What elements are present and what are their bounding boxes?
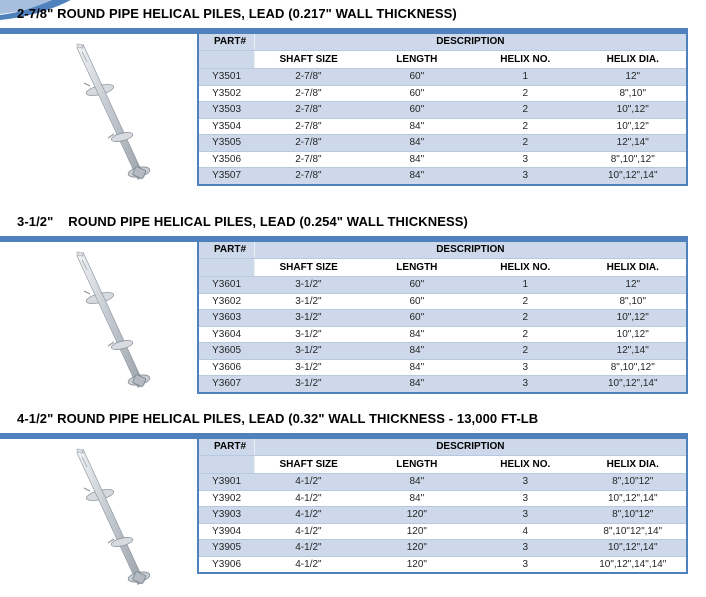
table-header-row [198, 438, 687, 456]
spec-value-cell: 84" [363, 359, 471, 376]
part-number-cell: Y3601 [198, 277, 254, 294]
spec-table-body [198, 69, 687, 185]
spec-value-cell: 3 [471, 507, 579, 524]
spec-value-cell: 4-1/2" [254, 523, 362, 540]
spec-value-cell: 84" [363, 118, 471, 135]
column-header: SHAFT SIZE [254, 51, 362, 69]
spec-value-cell: 3-1/2" [254, 326, 362, 343]
spec-value-cell: 8",10"12",14" [579, 523, 687, 540]
part-number-cell: Y3901 [198, 474, 254, 491]
helical-pile-image [46, 40, 168, 192]
spec-value-cell: 60" [363, 85, 471, 102]
column-header: LENGTH [363, 259, 471, 277]
spec-value-cell: 3-1/2" [254, 310, 362, 327]
section-title: 4-1/2" ROUND PIPE HELICAL PILES, LEAD (0.32" WALL THICKNESS - 13,000 FT-LB [17, 411, 539, 426]
part-number-cell: Y3605 [198, 343, 254, 360]
subheader-blank-cell [198, 51, 254, 69]
subheader-blank-cell [198, 456, 254, 474]
spec-value-cell: 2 [471, 118, 579, 135]
part-number-cell: Y3503 [198, 102, 254, 119]
table-row [198, 359, 687, 376]
spec-value-cell: 3-1/2" [254, 277, 362, 294]
spec-value-cell: 120" [363, 507, 471, 524]
spec-value-cell: 3-1/2" [254, 359, 362, 376]
spec-value-cell: 10",12",14",14" [579, 556, 687, 573]
spec-value-cell: 2-7/8" [254, 102, 362, 119]
spec-value-cell: 3-1/2" [254, 376, 362, 393]
spec-value-cell: 84" [363, 135, 471, 152]
spec-value-cell: 10",12" [579, 310, 687, 327]
spec-value-cell: 2 [471, 310, 579, 327]
spec-value-cell: 2-7/8" [254, 168, 362, 185]
spec-value-cell: 8",10" [579, 85, 687, 102]
table-row [198, 540, 687, 557]
helical-pile-image [46, 248, 168, 400]
spec-value-cell: 4-1/2" [254, 490, 362, 507]
table-row [198, 118, 687, 135]
table-row [198, 293, 687, 310]
spec-value-cell: 12",14" [579, 343, 687, 360]
table-row [198, 135, 687, 152]
table-row [198, 168, 687, 185]
spec-value-cell: 2 [471, 326, 579, 343]
table-row [198, 376, 687, 393]
spec-value-cell: 8",10",12" [579, 151, 687, 168]
spec-value-cell: 12" [579, 277, 687, 294]
spec-value-cell: 3 [471, 490, 579, 507]
section-title: 3-1/2" ROUND PIPE HELICAL PILES, LEAD (0.254" WALL THICKNESS) [17, 214, 468, 229]
spec-value-cell: 120" [363, 556, 471, 573]
spec-value-cell: 84" [363, 474, 471, 491]
table-row [198, 343, 687, 360]
spec-value-cell: 10",12",14" [579, 540, 687, 557]
table-row [198, 490, 687, 507]
table-row [198, 102, 687, 119]
column-header: HELIX DIA. [579, 456, 687, 474]
spec-value-cell: 84" [363, 490, 471, 507]
part-number-header: PART# [198, 241, 254, 259]
description-header: DESCRIPTION [254, 241, 687, 259]
subheader-blank-cell [198, 259, 254, 277]
part-number-cell: Y3506 [198, 151, 254, 168]
spec-value-cell: 8",10"12" [579, 474, 687, 491]
spec-value-cell: 8",10",12" [579, 359, 687, 376]
spec-value-cell: 3-1/2" [254, 343, 362, 360]
column-header: HELIX NO. [471, 456, 579, 474]
part-number-cell: Y3602 [198, 293, 254, 310]
part-number-cell: Y3603 [198, 310, 254, 327]
table-row [198, 556, 687, 573]
description-header: DESCRIPTION [254, 438, 687, 456]
spec-value-cell: 8",10" [579, 293, 687, 310]
table-row [198, 507, 687, 524]
spec-value-cell: 60" [363, 69, 471, 86]
spec-table-body [198, 277, 687, 393]
spec-value-cell: 2-7/8" [254, 69, 362, 86]
spec-value-cell: 4 [471, 523, 579, 540]
column-header: HELIX DIA. [579, 51, 687, 69]
table-row [198, 85, 687, 102]
part-number-cell: Y3604 [198, 326, 254, 343]
spec-value-cell: 4-1/2" [254, 474, 362, 491]
table-row [198, 326, 687, 343]
table-row [198, 523, 687, 540]
spec-value-cell: 84" [363, 151, 471, 168]
part-number-cell: Y3906 [198, 556, 254, 573]
product-section [0, 405, 706, 581]
spec-value-cell: 60" [363, 310, 471, 327]
helical-pile-image [46, 445, 168, 597]
spec-value-cell: 2-7/8" [254, 118, 362, 135]
spec-value-cell: 4-1/2" [254, 556, 362, 573]
description-header: DESCRIPTION [254, 33, 687, 51]
spec-value-cell: 3 [471, 168, 579, 185]
spec-value-cell: 2-7/8" [254, 151, 362, 168]
part-number-cell: Y3606 [198, 359, 254, 376]
table-row [198, 277, 687, 294]
part-number-header: PART# [198, 438, 254, 456]
spec-value-cell: 2 [471, 102, 579, 119]
spec-table [197, 240, 688, 394]
spec-value-cell: 10",12",14" [579, 376, 687, 393]
part-number-cell: Y3507 [198, 168, 254, 185]
part-number-cell: Y3505 [198, 135, 254, 152]
part-number-header: PART# [198, 33, 254, 51]
spec-value-cell: 84" [363, 326, 471, 343]
table-subheader-row [198, 259, 687, 277]
part-number-cell: Y3904 [198, 523, 254, 540]
part-number-cell: Y3502 [198, 85, 254, 102]
spec-value-cell: 2-7/8" [254, 135, 362, 152]
part-number-cell: Y3903 [198, 507, 254, 524]
column-header: SHAFT SIZE [254, 259, 362, 277]
spec-value-cell: 60" [363, 102, 471, 119]
part-number-cell: Y3902 [198, 490, 254, 507]
spec-table [197, 32, 688, 186]
spec-value-cell: 3 [471, 556, 579, 573]
spec-table [197, 437, 688, 574]
table-row [198, 69, 687, 86]
spec-value-cell: 2-7/8" [254, 85, 362, 102]
spec-value-cell: 60" [363, 293, 471, 310]
table-subheader-row [198, 51, 687, 69]
spec-value-cell: 10",12" [579, 118, 687, 135]
spec-value-cell: 120" [363, 540, 471, 557]
spec-value-cell: 12" [579, 69, 687, 86]
column-header: HELIX NO. [471, 259, 579, 277]
spec-value-cell: 84" [363, 376, 471, 393]
column-header: LENGTH [363, 456, 471, 474]
spec-value-cell: 4-1/2" [254, 540, 362, 557]
table-subheader-row [198, 456, 687, 474]
product-section [0, 208, 706, 408]
spec-value-cell: 2 [471, 293, 579, 310]
part-number-cell: Y3504 [198, 118, 254, 135]
spec-value-cell: 12",14" [579, 135, 687, 152]
spec-value-cell: 10",12" [579, 326, 687, 343]
spec-value-cell: 10",12",14" [579, 168, 687, 185]
spec-value-cell: 3 [471, 151, 579, 168]
spec-value-cell: 60" [363, 277, 471, 294]
spec-value-cell: 4-1/2" [254, 507, 362, 524]
product-section [0, 0, 706, 205]
column-header: HELIX NO. [471, 51, 579, 69]
spec-value-cell: 10",12",14" [579, 490, 687, 507]
spec-value-cell: 120" [363, 523, 471, 540]
spec-value-cell: 2 [471, 343, 579, 360]
spec-value-cell: 84" [363, 343, 471, 360]
column-header: LENGTH [363, 51, 471, 69]
part-number-cell: Y3905 [198, 540, 254, 557]
table-header-row [198, 241, 687, 259]
spec-value-cell: 84" [363, 168, 471, 185]
part-number-cell: Y3501 [198, 69, 254, 86]
part-number-cell: Y3607 [198, 376, 254, 393]
spec-value-cell: 8",10"12" [579, 507, 687, 524]
spec-value-cell: 10",12" [579, 102, 687, 119]
spec-table-body [198, 474, 687, 574]
section-title: 2-7/8" ROUND PIPE HELICAL PILES, LEAD (0.217" WALL THICKNESS) [17, 6, 457, 21]
column-header: SHAFT SIZE [254, 456, 362, 474]
spec-value-cell: 1 [471, 277, 579, 294]
table-row [198, 474, 687, 491]
spec-value-cell: 3-1/2" [254, 293, 362, 310]
table-header-row [198, 33, 687, 51]
spec-value-cell: 2 [471, 85, 579, 102]
spec-value-cell: 3 [471, 474, 579, 491]
column-header: HELIX DIA. [579, 259, 687, 277]
spec-value-cell: 3 [471, 376, 579, 393]
spec-value-cell: 1 [471, 69, 579, 86]
table-row [198, 310, 687, 327]
table-row [198, 151, 687, 168]
spec-value-cell: 3 [471, 540, 579, 557]
spec-value-cell: 3 [471, 359, 579, 376]
spec-value-cell: 2 [471, 135, 579, 152]
